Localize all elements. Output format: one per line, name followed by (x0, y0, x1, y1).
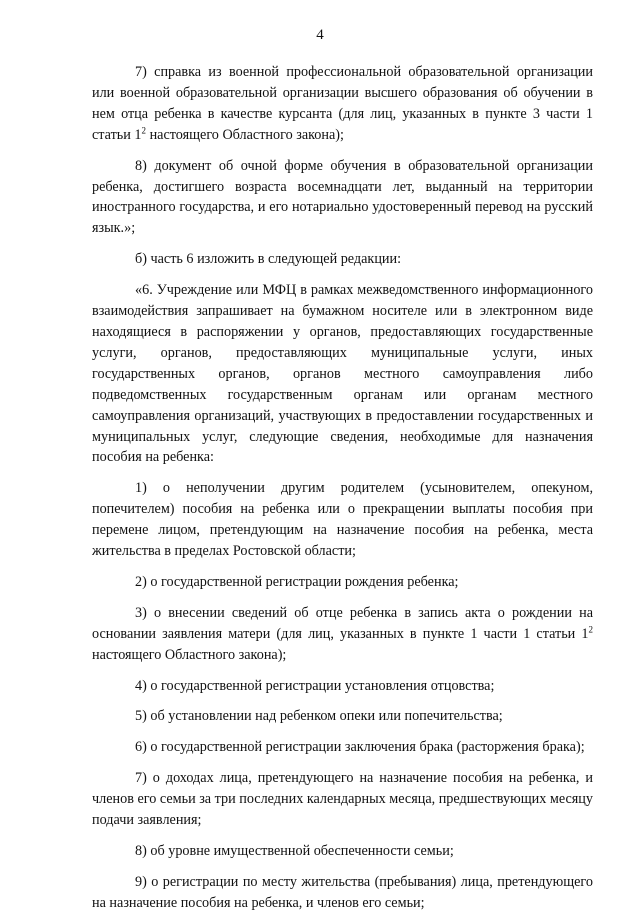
paragraph-subitem-4: 4) о государственной регистрации установления отцовства; (135, 677, 495, 694)
paragraph-text: 7) справка из военной профессиональной образовательной организации или военной образовательной организации высшего образования об обучении в нем отца ребенка в качестве курсанта (для лиц, указанных в пункте 3 части 1 статьи 1 (92, 64, 593, 143)
paragraph-subitem-5: 5) об установлении над ребенком опеки или попечительства; (135, 708, 503, 725)
superscript: 2 (588, 624, 593, 635)
paragraph-subitem-7: 7) о доходах лица, претендующего на назначение пособия на ребенка, и членов его семьи за три последних календарных месяца, предшествующих месяцу подачи заявления; (92, 770, 593, 829)
paragraph-subitem-9: 9) о регистрации по месту жительства (пребывания) лица, претендующего на назначение пособия на ребенка, и членов его семьи; (92, 873, 593, 911)
paragraph-text-tail: настоящего Областного закона); (146, 126, 344, 143)
paragraph-text: 3) о внесении сведений об отце ребенка в запись акта о рождении на основании заявления матери (для лиц, указанных в пункте 1 части 1 статьи 1 (92, 604, 593, 642)
superscript: 2 (141, 124, 147, 135)
document-body (92, 62, 593, 924)
paragraph-part-6-intro: б) часть 6 изложить в следующей редакции: (135, 251, 402, 268)
paragraph-item-7-certificate (92, 62, 593, 146)
paragraph-item-8-document: 8) документ об очной форме обучения в образовательной организации ребенка, достигшего возраста восемнадцати лет, выданный на территории иностранного государства, и его нотариально удостоверенный перевод на русский язык.»; (92, 157, 593, 237)
page-number: 4 (316, 27, 324, 43)
paragraph-text-tail: настоящего Областного закона); (92, 646, 287, 663)
paragraph-subitem-6: 6) о государственной регистрации заключения брака (расторжения брака); (135, 739, 585, 756)
paragraph-subitem-8: 8) об уровне имущественной обеспеченности семьи; (135, 843, 454, 859)
paragraph-part-6-text: «6. Учреждение или МФЦ в рамках межведомственного информационного взаимодействия запрашивает на бумажном носителе или в электронном виде находящиеся в распоряжении у органов, предоставляющих государственные услуги, органов, предоставляющих муниципальные услуги, иных государственных органов, органов местного самоуправления либо подведомственных государственным органам или органам местного самоуправления организаций, участвующих в предоставлении государственных и муниципальных услуг, следующие сведения, необходимые для назначения пособия на ребенка: (92, 282, 593, 466)
paragraph-subitem-2: 2) о государственной регистрации рождения ребенка; (135, 573, 459, 590)
paragraph-subitem-3 (92, 603, 593, 666)
paragraph-subitem-1: 1) о неполучении другим родителем (усыновителем, опекуном, попечителем) пособия на ребенка или о прекращении выплаты пособия при перемене лицом, претендующим на назначение пособия на ребенка, места жительства в пределах Ростовской области; (92, 480, 593, 560)
